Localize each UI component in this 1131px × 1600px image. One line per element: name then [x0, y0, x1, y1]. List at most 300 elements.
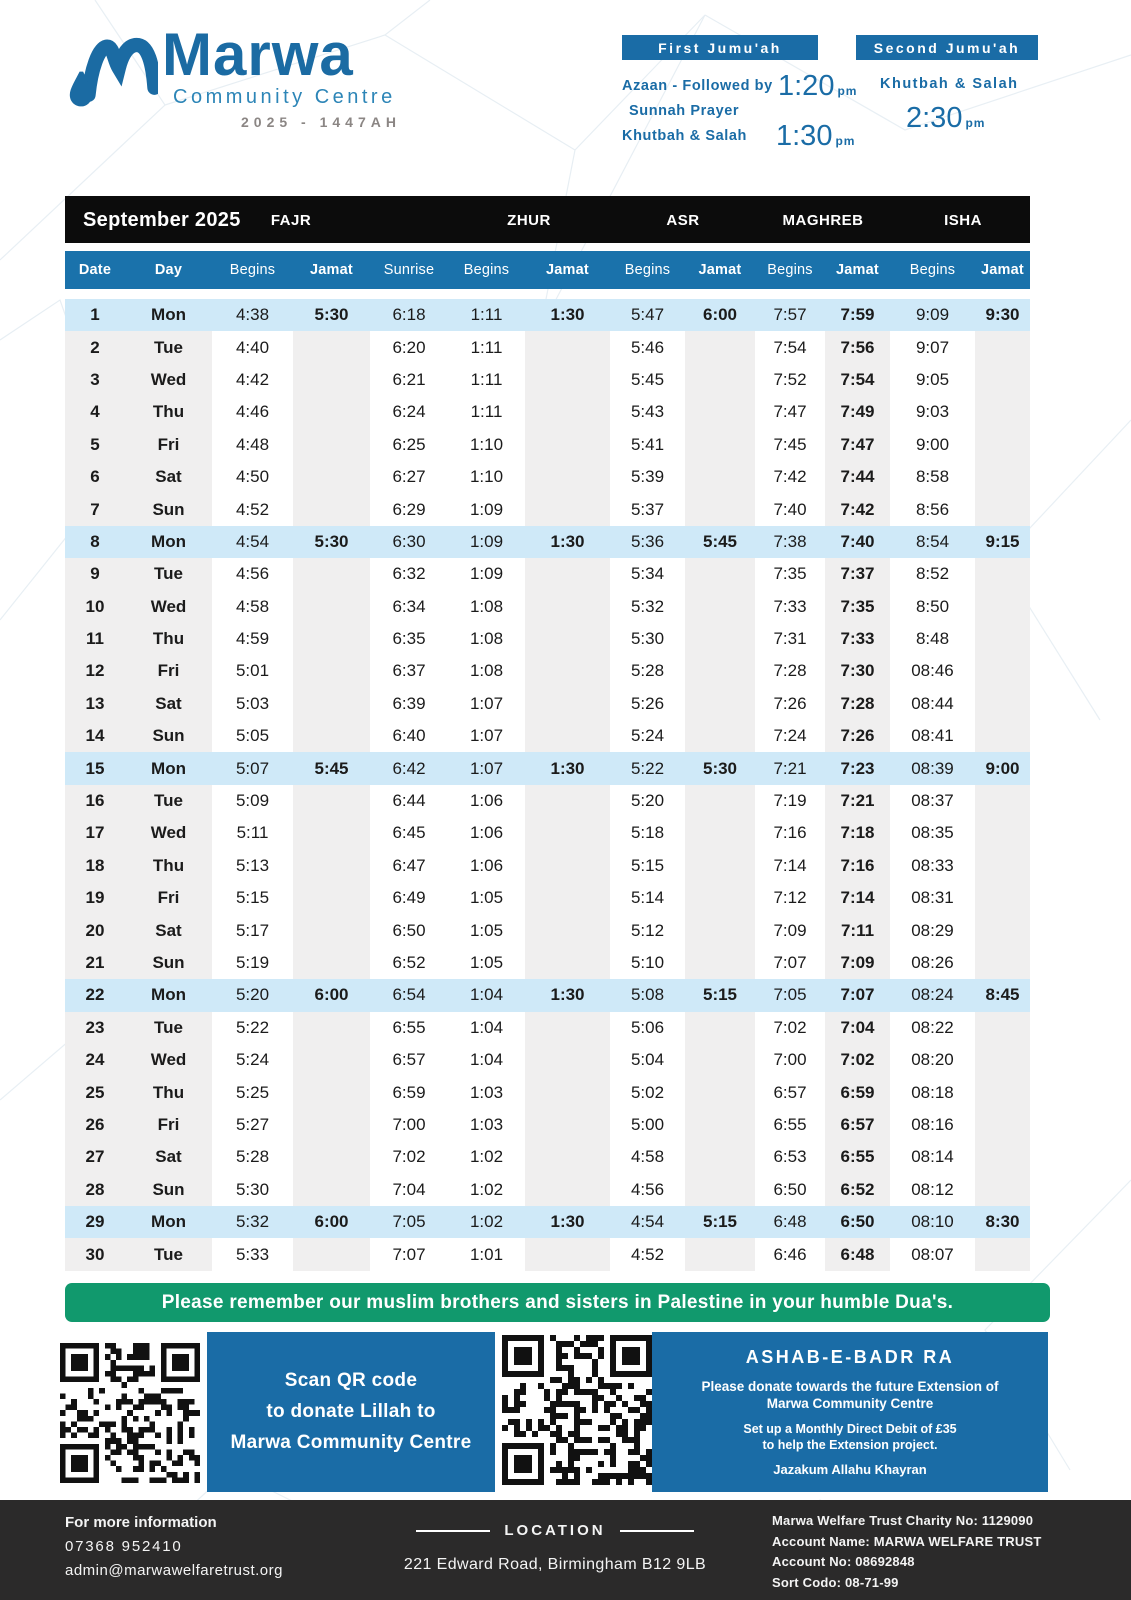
cell-date: 27	[65, 1141, 125, 1173]
cell-asr-jamat	[685, 1044, 755, 1076]
cell-zhur-jamat	[525, 1174, 610, 1206]
cell-fajr-begins: 5:15	[235, 888, 270, 908]
location-label: LOCATION	[504, 1522, 606, 1539]
cell-maghreb-begins: 7:19	[773, 791, 807, 811]
cell-date: 1	[90, 305, 100, 325]
cell-day: Tue	[125, 558, 212, 590]
table-row	[65, 493, 1030, 525]
cell-fajr-begins: 5:11	[236, 823, 269, 843]
cell-asr-jamat: 5:30	[702, 758, 738, 778]
cell-zhur-begins: 1:06	[469, 855, 504, 875]
cell-zhur-begins: 1:08	[469, 661, 504, 681]
column-header-bar	[65, 251, 1030, 289]
cell-maghreb-jamat: 7:09	[825, 947, 890, 979]
ashab-para1	[652, 1378, 1048, 1412]
cell-zhur-jamat: 1:30	[550, 305, 585, 325]
cell-zhur-jamat	[525, 1141, 610, 1173]
cell-maghreb-jamat: 7:47	[825, 429, 890, 461]
cell-fajr-jamat	[293, 1109, 370, 1141]
ashab-e-badr-box	[652, 1332, 1048, 1492]
cell-isha-jamat	[975, 1076, 1030, 1108]
cell-isha-begins: 8:50	[915, 596, 950, 616]
cell-zhur-jamat: 1:30	[550, 758, 585, 778]
cell-asr-jamat: 5:15	[702, 985, 738, 1005]
cell-fajr-jamat	[293, 850, 370, 882]
cell-fajr-jamat: 6:00	[314, 985, 349, 1005]
cell-asr-begins: 5:18	[630, 823, 665, 843]
header-maghreb: MAGHREB	[782, 212, 864, 229]
cell-isha-jamat: 8:45	[985, 985, 1020, 1005]
cell-zhur-begins: 1:02	[469, 1212, 504, 1232]
cell-fajr-jamat: 5:30	[314, 531, 349, 551]
cell-isha-begins: 08:29	[911, 920, 954, 940]
cell-maghreb-jamat: 7:35	[825, 591, 890, 623]
table-row	[65, 947, 1030, 979]
table-row	[65, 558, 1030, 590]
cell-date: 12	[65, 655, 125, 687]
cell-maghreb-jamat: 6:50	[840, 1212, 875, 1232]
cell-asr-jamat	[685, 1109, 755, 1141]
cell-maghreb-jamat: 7:21	[825, 785, 890, 817]
cell-maghreb-begins: 7:57	[773, 305, 807, 325]
header-asr: ASR	[666, 212, 700, 229]
cell-fajr-begins: 5:13	[235, 855, 270, 875]
cell-asr-begins: 5:45	[630, 369, 665, 389]
cell-isha-begins: 9:03	[915, 402, 950, 422]
cell-fajr-begins: 5:05	[235, 726, 270, 746]
cell-maghreb-begins: 7:42	[773, 467, 807, 487]
table-row	[65, 1109, 1030, 1141]
ashab-para1-line2: Marwa Community Centre	[766, 1396, 934, 1411]
cell-zhur-begins: 1:07	[469, 726, 504, 746]
cell-asr-jamat	[685, 591, 755, 623]
cell-asr-jamat: 5:15	[702, 1212, 738, 1232]
second-time-value: 2:30	[906, 102, 963, 134]
cell-maghreb-jamat: 6:48	[825, 1238, 890, 1270]
cell-fajr-jamat	[293, 720, 370, 752]
cell-day: Fri	[125, 429, 212, 461]
footer-contact-block	[65, 1514, 283, 1579]
cell-asr-jamat	[685, 493, 755, 525]
cell-asr-begins: 5:37	[630, 499, 665, 519]
cell-sunrise: 6:21	[392, 369, 426, 389]
cell-asr-begins: 4:54	[630, 1212, 665, 1232]
cell-isha-begins: 08:37	[911, 791, 954, 811]
cell-asr-begins: 5:00	[630, 1114, 665, 1134]
cell-zhur-begins: 1:05	[469, 888, 504, 908]
cell-maghreb-jamat: 7:07	[840, 985, 875, 1005]
cell-asr-begins: 5:43	[630, 402, 665, 422]
cell-zhur-jamat	[525, 623, 610, 655]
cell-day: Sat	[125, 461, 212, 493]
cell-maghreb-jamat: 7:28	[825, 688, 890, 720]
cell-maghreb-begins: 7:16	[773, 823, 807, 843]
cell-date: 30	[65, 1238, 125, 1270]
cell-isha-jamat: 8:30	[985, 1212, 1020, 1232]
azaan-time-value: 1:20	[778, 70, 835, 102]
cell-maghreb-begins: 6:50	[773, 1179, 807, 1199]
cell-zhur-begins: 1:11	[470, 402, 503, 422]
cell-fajr-jamat	[293, 1076, 370, 1108]
cell-zhur-jamat	[525, 1109, 610, 1141]
cell-isha-jamat	[975, 429, 1030, 461]
cell-date: 29	[85, 1212, 105, 1232]
cell-maghreb-begins: 7:07	[773, 953, 807, 972]
cell-fajr-begins: 5:09	[235, 791, 270, 811]
col-header-fajr-begins: Begins	[229, 262, 276, 278]
cell-isha-jamat	[975, 1044, 1030, 1076]
cell-fajr-begins: 4:38	[235, 305, 270, 325]
cell-asr-begins: 5:34	[630, 564, 665, 584]
cell-zhur-jamat	[525, 364, 610, 396]
table-row	[65, 591, 1030, 623]
cell-maghreb-begins: 6:46	[773, 1244, 807, 1264]
cell-date: 9	[65, 558, 125, 590]
cell-asr-jamat	[685, 785, 755, 817]
cell-maghreb-begins: 7:14	[773, 855, 807, 875]
cell-maghreb-jamat: 7:23	[840, 758, 875, 778]
header-isha: ISHA	[944, 212, 982, 229]
cell-isha-jamat	[975, 947, 1030, 979]
cell-maghreb-jamat: 7:59	[840, 305, 875, 325]
cell-asr-jamat	[685, 364, 755, 396]
cell-zhur-begins: 1:10	[469, 434, 504, 454]
cell-fajr-begins: 4:54	[235, 531, 270, 551]
cell-day: Tue	[125, 785, 212, 817]
cell-zhur-begins: 1:07	[469, 758, 504, 778]
table-row	[65, 688, 1030, 720]
cell-maghreb-jamat: 6:52	[825, 1174, 890, 1206]
cell-asr-begins: 5:10	[630, 953, 665, 972]
cell-day: Sat	[125, 914, 212, 946]
cell-maghreb-begins: 7:45	[773, 434, 807, 454]
cell-isha-begins: 9:05	[915, 369, 950, 389]
cell-isha-jamat	[975, 882, 1030, 914]
cell-day: Tue	[125, 1238, 212, 1270]
cell-fajr-begins: 4:46	[235, 402, 270, 422]
cell-isha-begins: 08:16	[911, 1114, 954, 1134]
cell-isha-begins: 8:58	[915, 467, 950, 487]
cell-date: 13	[65, 688, 125, 720]
azaan-ampm: pm	[837, 84, 858, 98]
cell-date: 4	[65, 396, 125, 428]
cell-sunrise: 6:34	[392, 596, 426, 616]
cell-date: 16	[65, 785, 125, 817]
cell-asr-jamat	[685, 688, 755, 720]
cell-zhur-jamat: 1:30	[550, 531, 585, 551]
cell-isha-begins: 08:20	[911, 1050, 954, 1070]
cell-asr-jamat	[685, 429, 755, 461]
donation-qr-code-right	[502, 1334, 652, 1486]
cell-fajr-jamat	[293, 1238, 370, 1270]
table-row	[65, 882, 1030, 914]
cell-fajr-jamat	[293, 947, 370, 979]
cell-fajr-begins: 5:32	[235, 1212, 270, 1232]
cell-asr-jamat	[685, 461, 755, 493]
first-jumuah-header: First Jumu'ah	[622, 35, 818, 60]
table-row	[65, 299, 1030, 331]
cell-date: 19	[65, 882, 125, 914]
cell-day: Tue	[125, 1012, 212, 1044]
cell-fajr-begins: 4:50	[235, 467, 270, 487]
table-row	[65, 785, 1030, 817]
cell-date: 26	[65, 1109, 125, 1141]
location-dash-right	[620, 1530, 694, 1532]
cell-asr-begins: 5:47	[630, 305, 665, 325]
cell-maghreb-begins: 6:48	[773, 1212, 807, 1232]
cell-date: 24	[65, 1044, 125, 1076]
cell-date: 5	[65, 429, 125, 461]
cell-asr-jamat	[685, 1238, 755, 1270]
cell-fajr-jamat	[293, 1141, 370, 1173]
cell-maghreb-jamat: 7:26	[825, 720, 890, 752]
cell-zhur-begins: 1:06	[469, 791, 504, 811]
footer-sort-code: Sort Codo: 08-71-99	[772, 1574, 899, 1590]
second-jumuah-time	[906, 102, 985, 135]
donate-line1: Scan QR code	[284, 1370, 418, 1391]
cell-isha-jamat	[975, 1174, 1030, 1206]
cell-maghreb-jamat: 7:37	[825, 558, 890, 590]
cell-asr-jamat	[685, 947, 755, 979]
cell-zhur-jamat	[525, 817, 610, 849]
cell-maghreb-begins: 7:38	[773, 531, 807, 551]
cell-maghreb-begins: 7:24	[773, 726, 807, 746]
cell-sunrise: 6:32	[392, 564, 426, 584]
first-jumuah-khutbah-time	[776, 120, 855, 153]
cell-maghreb-begins: 7:52	[773, 369, 807, 389]
cell-maghreb-begins: 7:26	[773, 693, 807, 713]
cell-day: Mon	[151, 985, 186, 1005]
table-row	[65, 396, 1030, 428]
cell-isha-begins: 9:00	[915, 434, 950, 454]
col-header-isha-begins: Begins	[909, 262, 956, 278]
cell-maghreb-begins: 7:28	[773, 661, 807, 681]
cell-asr-begins: 5:39	[630, 467, 665, 487]
cell-maghreb-jamat: 7:02	[825, 1044, 890, 1076]
cell-fajr-begins: 4:56	[235, 564, 270, 584]
col-header-maghreb-begins: Begins	[767, 262, 813, 278]
footer-charity-no: Marwa Welfare Trust Charity No: 1129090	[772, 1513, 1034, 1528]
cell-fajr-begins: 5:28	[235, 1147, 270, 1167]
cell-maghreb-begins: 6:57	[773, 1082, 807, 1102]
cell-isha-begins: 08:14	[911, 1147, 954, 1167]
col-header-zhur-jamat: Jamat	[546, 262, 589, 278]
cell-zhur-jamat	[525, 591, 610, 623]
cell-fajr-begins: 5:03	[235, 693, 270, 713]
cell-sunrise: 6:50	[392, 920, 426, 940]
cell-maghreb-begins: 7:21	[773, 758, 807, 778]
cell-fajr-jamat	[293, 429, 370, 461]
cell-maghreb-jamat: 7:42	[825, 493, 890, 525]
brand-subtitle: Community Centre	[173, 86, 396, 108]
cell-zhur-begins: 1:01	[469, 1244, 504, 1264]
brand-name: Marwa	[162, 21, 354, 88]
cell-sunrise: 6:37	[392, 661, 426, 681]
cell-zhur-jamat	[525, 396, 610, 428]
col-header-zhur-begins: Begins	[463, 262, 510, 278]
cell-isha-begins: 08:26	[911, 953, 954, 972]
cell-asr-begins: 5:02	[630, 1082, 665, 1102]
cell-isha-begins: 8:48	[915, 629, 950, 649]
cell-fajr-jamat	[293, 1012, 370, 1044]
cell-isha-jamat	[975, 655, 1030, 687]
cell-zhur-begins: 1:10	[469, 467, 504, 487]
table-row	[65, 752, 1030, 784]
cell-zhur-begins: 1:03	[469, 1114, 504, 1134]
cell-zhur-jamat	[525, 1044, 610, 1076]
cell-maghreb-jamat: 7:14	[825, 882, 890, 914]
header-fajr: FAJR	[270, 212, 312, 229]
ashab-para2-line2: to help the Extension project.	[762, 1438, 938, 1452]
cell-asr-begins: 5:41	[630, 434, 665, 454]
cell-fajr-begins: 5:19	[235, 953, 270, 972]
cell-zhur-jamat	[525, 720, 610, 752]
first-jumuah-azaan-time	[778, 70, 857, 103]
donate-line2: to donate Lillah to	[266, 1401, 436, 1422]
cell-fajr-jamat	[293, 461, 370, 493]
cell-maghreb-jamat: 7:49	[825, 396, 890, 428]
cell-asr-jamat	[685, 1174, 755, 1206]
cell-fajr-begins: 4:58	[235, 596, 270, 616]
table-row	[65, 623, 1030, 655]
cell-fajr-jamat	[293, 396, 370, 428]
cell-zhur-begins: 1:04	[469, 1017, 504, 1037]
cell-isha-jamat	[975, 493, 1030, 525]
cell-isha-begins: 08:12	[911, 1179, 954, 1199]
cell-maghreb-begins: 7:12	[773, 888, 807, 908]
footer-location-block	[375, 1522, 735, 1574]
cell-zhur-begins: 1:03	[469, 1082, 504, 1102]
cell-asr-begins: 5:15	[630, 855, 665, 875]
cell-date: 20	[65, 914, 125, 946]
cell-fajr-begins: 4:52	[235, 499, 270, 519]
cell-date: 8	[90, 531, 100, 551]
cell-isha-begins: 8:54	[915, 531, 950, 551]
cell-maghreb-jamat: 7:33	[825, 623, 890, 655]
cell-isha-jamat: 9:15	[985, 531, 1020, 551]
cell-zhur-begins: 1:04	[469, 1050, 504, 1070]
cell-zhur-begins: 1:04	[469, 985, 504, 1005]
cell-zhur-jamat: 1:30	[550, 1212, 585, 1232]
cell-asr-jamat: 6:00	[702, 305, 738, 325]
cell-fajr-jamat	[293, 785, 370, 817]
cell-isha-jamat	[975, 461, 1030, 493]
cell-isha-jamat	[975, 331, 1030, 363]
cell-asr-begins: 5:06	[630, 1017, 665, 1037]
cell-asr-begins: 5:04	[630, 1050, 665, 1070]
table-row	[65, 1012, 1030, 1044]
cell-maghreb-begins: 7:35	[773, 564, 807, 584]
cell-sunrise: 6:27	[392, 467, 426, 487]
cell-fajr-begins: 5:25	[235, 1082, 270, 1102]
timetable-rows	[65, 299, 1030, 1271]
cell-date: 10	[65, 591, 125, 623]
cell-sunrise: 6:55	[392, 1017, 426, 1037]
cell-isha-jamat	[975, 1141, 1030, 1173]
cell-fajr-begins: 5:01	[235, 661, 270, 681]
cell-maghreb-begins: 7:54	[773, 337, 807, 357]
cell-sunrise: 6:42	[392, 758, 426, 778]
cell-zhur-begins: 1:02	[469, 1147, 504, 1167]
cell-isha-jamat	[975, 817, 1030, 849]
cell-asr-jamat	[685, 720, 755, 752]
cell-zhur-jamat	[525, 331, 610, 363]
cell-sunrise: 6:45	[392, 823, 426, 843]
azaan-label-line2: Sunnah Prayer	[629, 103, 740, 119]
cell-zhur-jamat	[525, 1238, 610, 1270]
cell-asr-begins: 5:26	[630, 693, 665, 713]
footer-account-name: Account Name: MARWA WELFARE TRUST	[772, 1533, 1042, 1549]
cell-fajr-begins: 4:48	[235, 434, 270, 454]
khutbah-time-value: 1:30	[776, 120, 833, 152]
footer-address: 221 Edward Road, Birmingham B12 9LB	[403, 1556, 707, 1573]
cell-zhur-jamat	[525, 558, 610, 590]
cell-day: Thu	[125, 623, 212, 655]
cell-fajr-begins: 5:07	[235, 758, 270, 778]
cell-isha-jamat	[975, 688, 1030, 720]
cell-zhur-jamat	[525, 785, 610, 817]
cell-maghreb-jamat: 7:11	[825, 914, 890, 946]
col-header-maghreb-jamat: Jamat	[836, 262, 879, 278]
cell-fajr-jamat	[293, 688, 370, 720]
cell-day: Fri	[125, 1109, 212, 1141]
cell-isha-begins: 08:33	[911, 855, 954, 875]
cell-sunrise: 6:39	[392, 693, 426, 713]
footer-email: admin@marwawelfaretrust.org	[65, 1562, 283, 1579]
cell-sunrise: 6:30	[392, 531, 426, 551]
cell-asr-jamat	[685, 396, 755, 428]
cell-date: 3	[65, 364, 125, 396]
cell-maghreb-begins: 7:00	[773, 1050, 807, 1070]
header-zhur: ZHUR	[507, 212, 551, 229]
cell-maghreb-jamat: 7:40	[840, 531, 875, 551]
cell-maghreb-begins: 7:40	[773, 499, 807, 519]
cell-day: Wed	[125, 591, 212, 623]
footer-info-title: For more information	[65, 1514, 217, 1531]
cell-day: Mon	[151, 531, 186, 551]
cell-maghreb-begins: 6:55	[773, 1114, 807, 1134]
cell-zhur-begins: 1:11	[470, 369, 503, 389]
second-khutbah-label: Khutbah & Salah	[880, 76, 1019, 92]
cell-maghreb-jamat: 7:56	[825, 331, 890, 363]
table-row	[65, 1141, 1030, 1173]
cell-date: 28	[65, 1174, 125, 1206]
cell-zhur-begins: 1:02	[469, 1179, 504, 1199]
cell-zhur-begins: 1:09	[469, 531, 504, 551]
cell-asr-jamat	[685, 1141, 755, 1173]
cell-asr-jamat	[685, 623, 755, 655]
brand-year: 2025 - 1447AH	[241, 114, 401, 130]
month-header-bar	[65, 196, 1030, 243]
cell-isha-begins: 08:07	[911, 1244, 954, 1264]
cell-day: Mon	[151, 1212, 186, 1232]
cell-isha-jamat	[975, 850, 1030, 882]
cell-maghreb-begins: 7:05	[773, 985, 807, 1005]
donate-line3: Marwa Community Centre	[230, 1432, 472, 1453]
cell-isha-jamat: 9:00	[985, 758, 1020, 778]
cell-sunrise: 6:47	[392, 855, 426, 875]
cell-maghreb-jamat: 6:59	[825, 1076, 890, 1108]
cell-sunrise: 7:05	[392, 1212, 426, 1232]
cell-fajr-jamat: 5:45	[314, 758, 349, 778]
cell-fajr-jamat	[293, 1174, 370, 1206]
cell-zhur-begins: 1:05	[469, 920, 504, 940]
cell-asr-begins: 5:28	[630, 661, 665, 681]
cell-maghreb-begins: 7:02	[773, 1017, 807, 1037]
table-row	[65, 979, 1030, 1011]
cell-day: Sun	[125, 720, 212, 752]
cell-isha-jamat	[975, 1109, 1030, 1141]
